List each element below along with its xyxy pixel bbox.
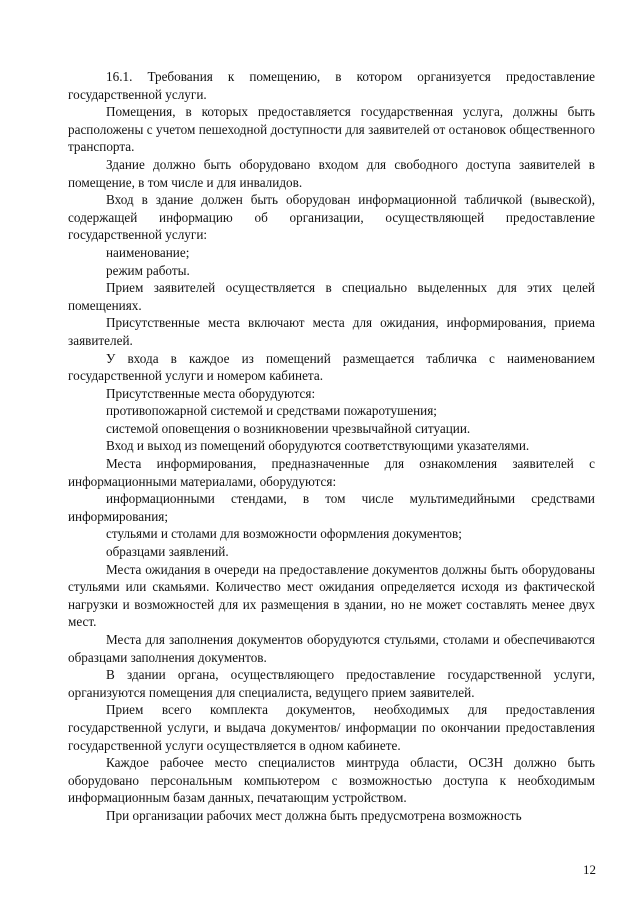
page-number: 12 — [583, 862, 596, 877]
list-item: противопожарной системой и средствами пожаротушения; — [106, 403, 437, 419]
paragraph: Каждое рабочее место специалистов минтруда области, ОСЗН должно быть оборудовано персональным компьютером с возможностью доступа к необходимым информационным базам данных, печатающим устройством. — [68, 755, 595, 806]
paragraph: Прием всего комплекта документов, необходимых для предоставления государственной услуги, и выдача документов/ информации по окончании предоставления государственной услуги осуществляется в одном кабинете. — [68, 702, 595, 753]
paragraph: Места для заполнения документов оборудуются стульями, столами и обеспечиваются образцами заполнения документов. — [68, 632, 595, 665]
paragraph: Вход и выход из помещений оборудуются соответствующими указателями. — [106, 438, 530, 454]
paragraph: Присутственные места включают места для ожидания, информирования, приема заявителей. — [68, 315, 595, 348]
list-heading: Присутственные места оборудуются: — [106, 385, 316, 401]
paragraph: Места ожидания в очереди на предоставление документов должны быть оборудованы стульями или скамьями. Количество мест ожидания определяется исходя из фактической нагрузки и возможностей для их размещения в здании, но не может составлять менее двух мест. — [68, 561, 595, 630]
list-item: режим работы. — [106, 262, 190, 278]
list-item: наименование; — [106, 244, 190, 260]
paragraph: Здание должно быть оборудовано входом для свободного доступа заявителей в помещение, в том числе и для инвалидов. — [68, 156, 595, 190]
list-item: стульями и столами для возможности оформления документов; — [106, 526, 462, 542]
list-item: системой оповещения о возникновении чрезвычайной ситуации. — [106, 420, 471, 436]
list-item: образцами заявлений. — [106, 544, 229, 560]
paragraph: В здании органа, осуществляющего предоставление государственной услуги, организуются помещения для специалиста, ведущего прием заявителей. — [68, 667, 595, 700]
list-item: информационными стендами, в том числе мультимедийными средствами информирования; — [68, 491, 595, 524]
paragraph: При организации рабочих мест должна быть предусмотрена возможность — [106, 807, 522, 823]
paragraph: Места информирования, предназначенные для ознакомления заявителей с информационными материалами, оборудуются: — [68, 456, 595, 489]
paragraph: Вход в здание должен быть оборудован информационной табличкой (вывеской), содержащей информацию об организации, осуществляющей предоставление государственной услуги: — [68, 192, 595, 243]
paragraph: Прием заявителей осуществляется в специально выделенных для этих целей помещениях. — [68, 280, 595, 313]
paragraph: 16.1. Требования к помещению, в котором организуется предоставление государственной услуги. — [68, 69, 595, 102]
paragraph: У входа в каждое из помещений размещается табличка с наименованием государственной услуги и номером кабинета. — [68, 350, 595, 384]
document-body — [68, 68, 595, 825]
paragraph: Помещения, в которых предоставляется государственная услуга, должны быть расположены с учетом пешеходной доступности для заявителей от остановок общественного транспорта. — [68, 104, 595, 155]
